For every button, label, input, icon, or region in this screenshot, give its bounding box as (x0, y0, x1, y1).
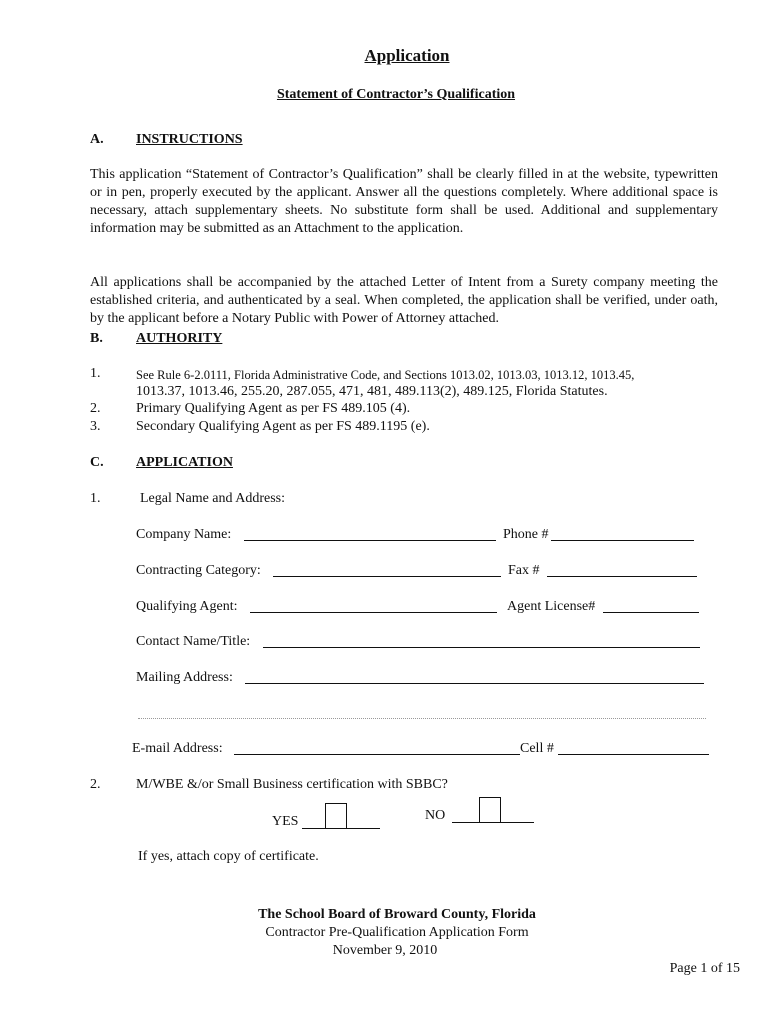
authority-item-text: See Rule 6-2.0111, Florida Administrative Code, and Sections 1013.02, 1013.03, 1013.12, 1013.45, (136, 368, 635, 382)
section-c-letter: C. (90, 455, 104, 470)
contact-name-title-field[interactable] (263, 647, 700, 648)
authority-item-text-cont: 1013.37, 1013.46, 255.20, 287.055, 471, 481, 489.113(2), 489.125, Florida Statutes. (136, 384, 608, 399)
authority-item-text: Secondary Qualifying Agent as per FS 489.1195 (e). (136, 419, 430, 434)
phone-field[interactable] (551, 540, 694, 541)
section-b-letter: B. (90, 331, 103, 346)
phone-label: Phone # (503, 527, 549, 542)
instructions-paragraph-1: This application “Statement of Contractor’s Qualification” shall be clearly filled in at the website, typewritten or in pen, properly executed by the applicant. Answer all the questions completely. Where additional space is necessary, attach supplementary sheets. No substitute form shall be used. Additional and supplementary information may be submitted as an Attachment to the application. (90, 167, 718, 236)
cell-label: Cell # (520, 741, 554, 756)
page-subtitle: Statement of Contractor’s Qualification (276, 87, 516, 102)
contact-name-title-label: Contact Name/Title: (136, 634, 251, 649)
application-item-number: 2. (90, 777, 101, 792)
attach-certificate-note: If yes, attach copy of certificate. (138, 849, 319, 864)
company-name-field[interactable] (244, 540, 496, 541)
contracting-category-field[interactable] (273, 576, 501, 577)
authority-item-number: 1. (90, 366, 101, 381)
footer-date: November 9, 2010 (332, 943, 438, 958)
qualifying-agent-label: Qualifying Agent: (136, 599, 238, 614)
yes-checkbox[interactable] (325, 803, 347, 829)
section-c-title: APPLICATION (136, 455, 233, 470)
contracting-category-label: Contracting Category: (136, 563, 261, 578)
mwbe-question: M/WBE &/or Small Business certification with SBBC? (136, 777, 448, 792)
section-a-title: INSTRUCTIONS (136, 132, 243, 147)
mailing-address-line-2[interactable] (138, 718, 706, 719)
application-item-number: 1. (90, 491, 101, 506)
page-number: Page 1 of 15 (669, 961, 740, 976)
no-label: NO (425, 808, 446, 823)
no-checkbox[interactable] (479, 797, 501, 823)
mailing-address-label: Mailing Address: (136, 670, 233, 685)
section-a-letter: A. (90, 132, 104, 147)
footer-form-name: Contractor Pre-Qualification Application Form (265, 925, 529, 940)
authority-item-number: 3. (90, 419, 101, 434)
authority-item-text: Primary Qualifying Agent as per FS 489.105 (4). (136, 401, 411, 416)
fax-label: Fax # (508, 563, 540, 578)
legal-name-label: Legal Name and Address: (140, 491, 286, 506)
email-address-field[interactable] (234, 754, 520, 755)
cell-field[interactable] (558, 754, 709, 755)
mailing-address-field[interactable] (245, 683, 704, 684)
fax-field[interactable] (547, 576, 697, 577)
yes-label: YES (272, 814, 299, 829)
instructions-paragraph-2: All applications shall be accompanied by the attached Letter of Intent from a Surety company meeting the established criteria, and authenticated by a seal. When completed, the application shall be verified, under oath, by the applicant before a Notary Public with Power of Attorney attached. (90, 275, 718, 326)
page-title: Application (364, 46, 450, 65)
agent-license-field[interactable] (603, 612, 699, 613)
agent-license-label: Agent License# (507, 599, 596, 614)
authority-item-number: 2. (90, 401, 101, 416)
company-name-label: Company Name: (136, 527, 232, 542)
email-address-label: E-mail Address: (132, 741, 223, 756)
qualifying-agent-field[interactable] (250, 612, 497, 613)
section-b-title: AUTHORITY (136, 331, 223, 346)
footer-organization: The School Board of Broward County, Florida (258, 907, 536, 922)
